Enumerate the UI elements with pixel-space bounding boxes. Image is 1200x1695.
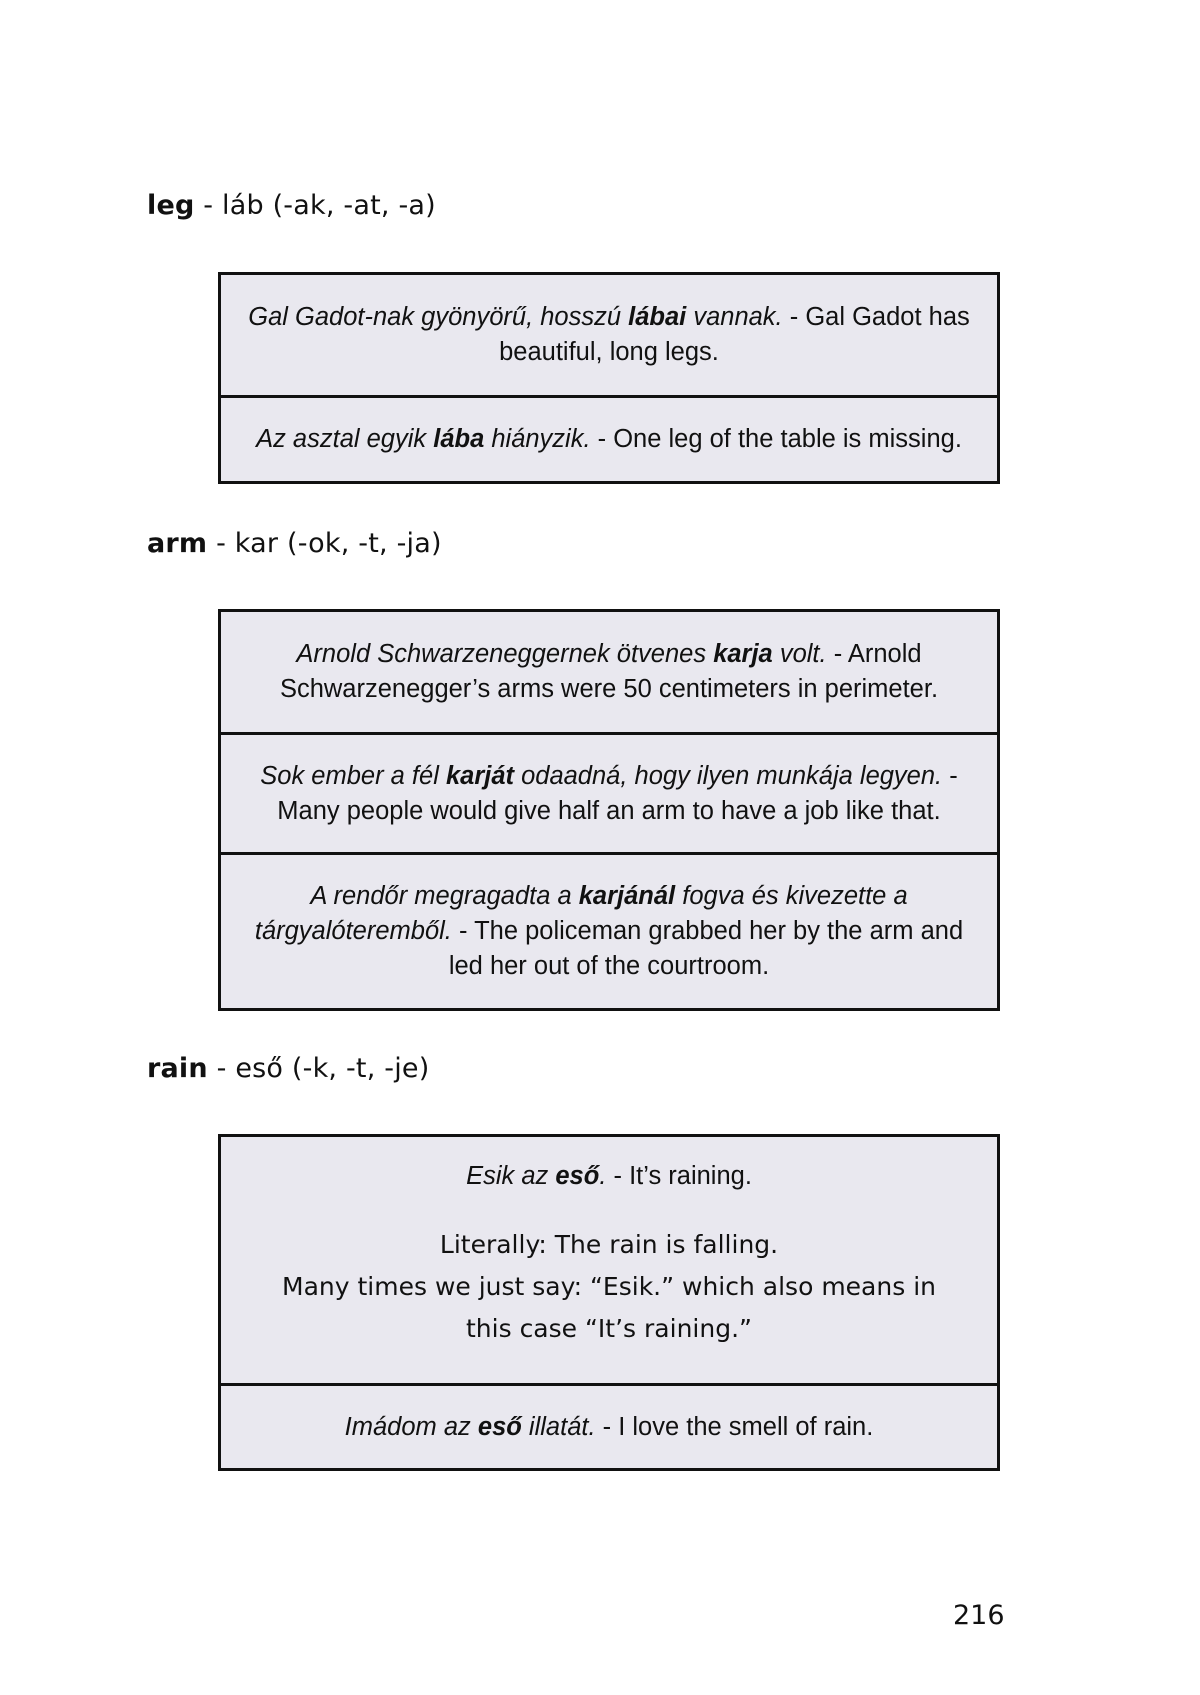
example-sentence: Sok ember a fél karját odaadná, hogy ilyen munkája legyen. - Many people would give half an arm to have a job like that. xyxy=(260,761,958,825)
entry-heading-leg xyxy=(147,190,436,221)
entry-heading-arm xyxy=(147,528,442,559)
entry-word: leg xyxy=(147,190,195,221)
example-sentence: Arnold Schwarzeneggernek ötvenes karja volt. - Arnold Schwarzenegger’s arms were 50 centimeters in perimeter. xyxy=(279,640,939,703)
entry-heading-rain xyxy=(147,1053,429,1084)
usage-note-literal: Literally: The rain is falling. xyxy=(439,1230,779,1259)
example-box-rain xyxy=(218,1134,1000,1471)
example-row xyxy=(221,732,997,852)
example-box-leg xyxy=(218,272,1000,484)
example-row xyxy=(221,1383,997,1468)
example-row xyxy=(221,612,997,732)
entry-word: arm xyxy=(147,528,208,559)
entry-translation: - eső (-k, -t, -je) xyxy=(207,1053,430,1084)
example-sentence: A rendőr megragadta a karjánál fogva és kivezette a tárgyalóteremből. - The policeman grabbed her by the arm and led her out of the courtroom. xyxy=(254,882,964,980)
example-row xyxy=(221,395,997,481)
example-row xyxy=(221,852,997,1008)
entry-translation: - láb (-ak, -at, -a) xyxy=(194,190,436,221)
example-sentence: Esik az eső. - It’s raining. xyxy=(466,1162,752,1190)
page-number: 216 xyxy=(953,1600,1005,1631)
example-box-arm xyxy=(218,609,1000,1011)
example-sentence: Imádom az eső illatát. - I love the smell of rain. xyxy=(344,1412,874,1441)
example-row xyxy=(221,1137,997,1383)
example-row xyxy=(221,275,997,395)
entry-translation: - kar (-ok, -t, -ja) xyxy=(207,528,442,559)
usage-note: Many times we just say: “Esik.” which also means in this case “It’s raining.” xyxy=(282,1272,936,1343)
entry-word: rain xyxy=(147,1053,208,1084)
example-sentence: Gal Gadot-nak gyönyörű, hosszú lábai vannak. - Gal Gadot has beautiful, long legs. xyxy=(248,303,970,366)
example-sentence: Az asztal egyik lába hiányzik. - One leg of the table is missing. xyxy=(256,425,962,453)
